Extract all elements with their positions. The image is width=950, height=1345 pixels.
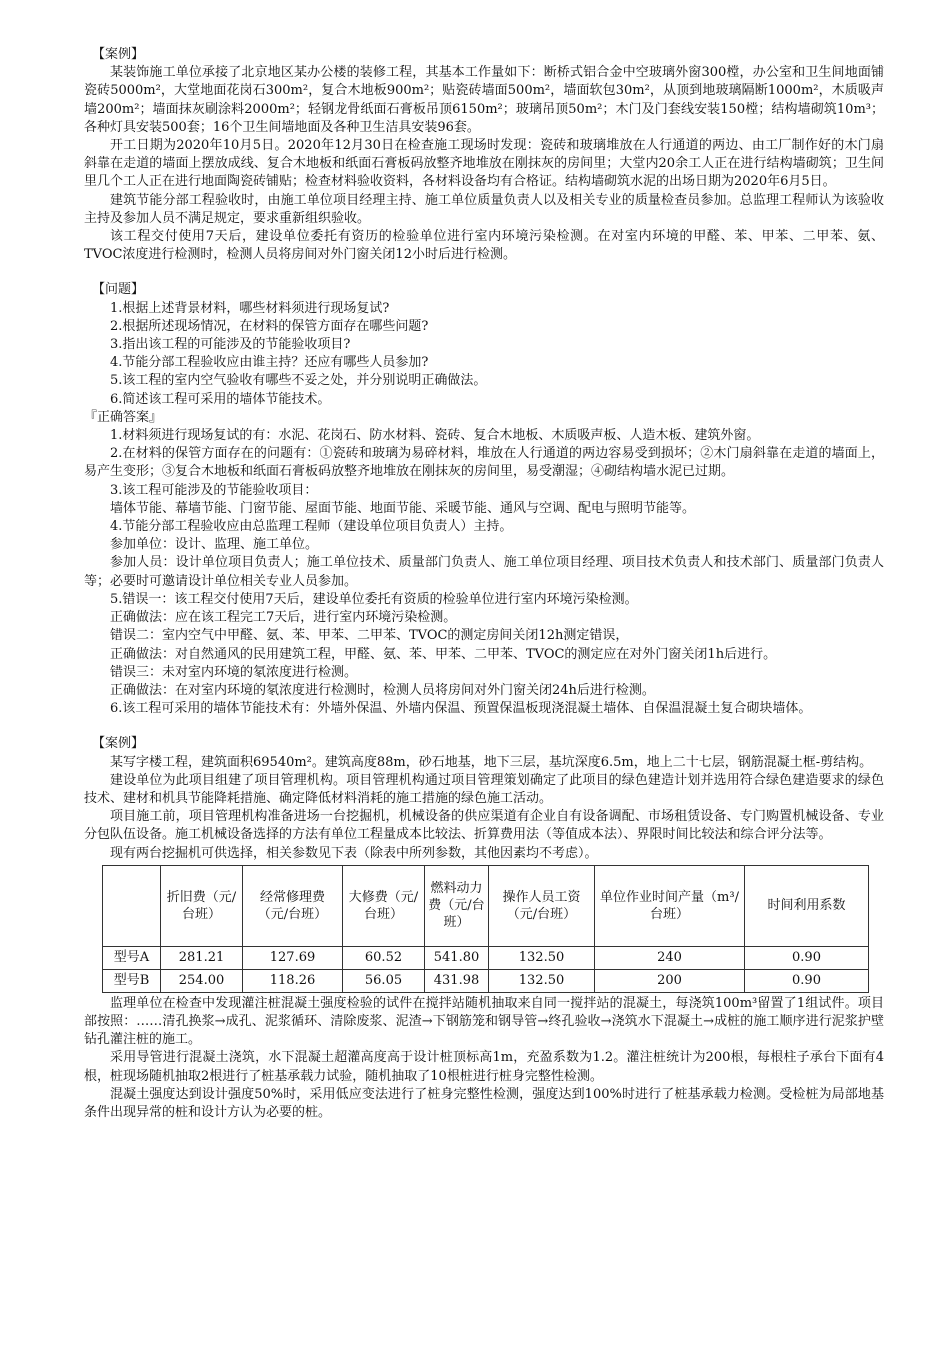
table-header-cell xyxy=(103,865,161,946)
table-cell: 281.21 xyxy=(161,946,243,969)
case-paragraph: 某装饰施工单位承接了北京地区某办公楼的装修工程，其基本工作量如下：断桥式铝合金中空玻璃外窗300樘，办公室和卫生间地面铺瓷砖5000m²，大堂地面花岗石300m²，复合木地板900m²；贴瓷砖墙面500m²，墙面软包30m²，从顶到地玻璃隔断1000m²，木质吸声墙200m²；墙面抹灰刷涂料2000m²；轻钢龙骨纸面石膏板吊顶6150m²；玻璃吊顶50m²；木门及门套线安装150樘；结构墙砌筑10m³；各种灯具安装500套；16个卫生间墙地面及各种卫生洁具安装96套。 xyxy=(84,65,884,135)
question-item: 5.该工程的室内空气验收有哪些不妥之处，并分别说明正确做法。 xyxy=(110,373,487,389)
answer-line: 5.错误一：该工程交付使用7天后，建设单位委托有资质的检验单位进行室内环境污染检测。 xyxy=(110,591,638,607)
answer-line: 1.材料须进行现场复试的有：水泥、花岗石、防水材料、瓷砖、复合木地板、木质吸声板、人造木板、建筑外窗。 xyxy=(110,428,760,444)
answer-line: 正确做法：对自然通风的民用建筑工程，甲醛、氨、苯、甲苯、二甲苯、TVOC的测定应在对外门窗关闭1h后进行。 xyxy=(110,646,777,662)
case-paragraph: 建设单位为此项目组建了项目管理机构。项目管理机构通过项目管理策划确定了此项目的绿色建造计划并选用符合绿色建造要求的绿色技术、建材和机具节能降耗措施、确定降低材料消耗的施工措施的绿色施工活动。 xyxy=(84,772,884,806)
table-cell: 60.52 xyxy=(343,946,425,969)
answer-line: 错误二：室内空气中甲醛、氨、苯、甲苯、二甲苯、TVOC的测定房间关闭12h测定错误， xyxy=(110,628,629,644)
document-page xyxy=(84,46,884,1122)
table-cell: 型号B xyxy=(103,969,161,992)
table-header-cell: 经常修理费（元/台班） xyxy=(243,865,343,946)
question-item: 1.根据上述背景材料，哪些材料须进行现场复试? xyxy=(110,300,390,316)
case-paragraph: 混凝土强度达到设计强度50%时，采用低应变法进行了桩身完整性检测，强度达到100%时进行了桩基承载力检测。受检桩为局部地基条件出现异常的桩和设计方认为必要的桩。 xyxy=(84,1086,884,1120)
table-header-cell: 折旧费（元/台班） xyxy=(161,865,243,946)
table-header-cell: 燃料动力费（元/台班） xyxy=(425,865,489,946)
question-item: 2.根据所述现场情况，在材料的保管方面存在哪些问题? xyxy=(110,318,429,334)
table-cell: 型号A xyxy=(103,946,161,969)
case-paragraph: 该工程交付使用7天后，建设单位委托有资历的检验单位进行室内环境污染检测。在对室内环境的甲醛、苯、甲苯、二甲苯、氨、TVOC浓度进行检测时，检测人员将房间对外门窗关闭12小时后进行检测。 xyxy=(84,229,884,263)
table-cell: 431.98 xyxy=(425,969,489,992)
case-paragraph: 开工日期为2020年10月5日。2020年12月30日在检查施工现场时发现：瓷砖和玻璃堆放在人行通道的两边、由工厂制作好的木门扇斜靠在走道的墙面上摆放成线、复合木地板和纸面石膏板码放整齐地堆放在刚抹灰的房间里；大堂内20余工人正在进行结构墙砌筑；卫生间里几个工人正在进行地面陶瓷砖铺贴；检查材料验收资料，各材料设备均有合格证。结构墙砌筑水泥的出场日期为2020年6月5日。 xyxy=(84,138,884,190)
table-row xyxy=(103,946,869,969)
case-paragraph: 建筑节能分部工程验收时，由施工单位项目经理主持、施工单位质量负责人以及相关专业的质量检查员参加。总监理工程师认为该验收主持及参加人员不满足规定，要求重新组织验收。 xyxy=(84,192,884,226)
table-cell: 118.26 xyxy=(243,969,343,992)
case-paragraph: 某写字楼工程，建筑面积69540m²。建筑高度88m，砂石地基，地下三层，基坑深度6.5m，地上二十七层，钢筋混凝土框-剪结构。 xyxy=(110,754,873,770)
table-header-cell: 时间利用系数 xyxy=(745,865,869,946)
answer-line: 4.节能分部工程验收应由总监理工程师（建设单位项目负责人）主持。 xyxy=(110,519,513,535)
answer-line: 错误三：未对室内环境的氡浓度进行检测。 xyxy=(110,664,358,680)
table-cell: 0.90 xyxy=(745,946,869,969)
answer-line: 墙体节能、幕墙节能、门窗节能、屋面节能、地面节能、采暖节能、通风与空调、配电与照明节能等。 xyxy=(110,500,696,516)
case-paragraph: 现有两台挖掘机可供选择，相关参数见下表（除表中所列参数，其他因素均不考虑）。 xyxy=(110,845,598,861)
table-header-cell: 操作人员工资（元/台班） xyxy=(489,865,595,946)
question-item: 3.指出该工程的可能涉及的节能验收项目? xyxy=(110,337,351,353)
table-cell: 127.69 xyxy=(243,946,343,969)
case-heading: 【案例】 xyxy=(92,47,145,62)
table-cell: 0.90 xyxy=(745,969,869,992)
excavator-parameter-table xyxy=(102,865,869,993)
table-cell: 132.50 xyxy=(489,969,595,992)
answer-line: 参加单位：设计、监理、施工单位。 xyxy=(110,537,319,553)
case-paragraph: 监理单位在检查中发现灌注桩混凝土强度检验的试件在搅拌站随机抽取来自同一搅拌站的混凝土，每浇筑100m³留置了1组试件。项目部按照：……清孔换浆→成孔、泥浆循环、清除废浆、泥渣→下钢筋笼和钢导管→终孔验收→浇筑水下混凝土→成桩的施工顺序进行泥浆护壁钻孔灌注桩的施工。 xyxy=(84,995,884,1048)
table-cell: 132.50 xyxy=(489,946,595,969)
table-header-cell: 单位作业时间产量（m³/台班） xyxy=(595,865,745,946)
table-cell: 240 xyxy=(595,946,745,969)
question-item: 6.简述该工程可采用的墙体节能技术。 xyxy=(110,391,331,407)
answer-line: 3.该工程可能涉及的节能验收项目： xyxy=(110,482,318,498)
case-paragraph: 项目施工前，项目管理机构准备进场一台挖掘机，机械设备的供应渠道有企业自有设备调配、市场租赁设备、专门购置机械设备、专业分包队伍设备。施工机械设备选择的方法有单位工程量成本比较法、折算费用法（等值成本法）、界限时间比较法和综合评分法等。 xyxy=(84,809,884,843)
case-heading: 【案例】 xyxy=(92,736,145,752)
answer-line: 6.该工程可采用的墙体节能技术有：外墙外保温、外墙内保温、预置保温板现浇混凝土墙体、自保温混凝土复合砌块墙体。 xyxy=(110,701,812,717)
answer-line: 参加人员：设计单位项目负责人；施工单位技术、质量部门负责人、施工单位项目经理、项目技术负责人和技术部门、质量部门负责人等；必要时可邀请设计单位相关专业人员参加。 xyxy=(84,555,884,589)
table-cell: 200 xyxy=(595,969,745,992)
table-row xyxy=(103,969,869,992)
table-header-cell: 大修费（元/台班） xyxy=(343,865,425,946)
answer-line: 2.在材料的保管方面存在的问题有：①瓷砖和玻璃为易碎材料，堆放在人行通道的两边容易受到损坏；②木门扇斜靠在走道的墙面上，易产生变形；③复合木地板和纸面石膏板码放整齐地堆放在刚抹灰的房间里，易受潮湿；④砌结构墙水泥已过期。 xyxy=(84,446,884,480)
answers-heading: 『正确答案』 xyxy=(84,409,163,425)
case-paragraph: 采用导管进行混凝土浇筑，水下混凝土超灌高度高于设计桩顶标高1m，充盈系数为1.2。灌注桩统计为200根，每根柱子承台下面有4根，桩现场随机抽取2根进行了桩基承载力试验，随机抽取了10根桩进行桩身完整性检测。 xyxy=(84,1050,884,1084)
answer-line: 正确做法：在对室内环境的氡浓度进行检测时，检测人员将房间对外门窗关闭24h后进行检测。 xyxy=(110,682,655,698)
table-cell: 56.05 xyxy=(343,969,425,992)
questions-heading: 【问题】 xyxy=(92,282,145,298)
answer-line: 正确做法：应在该工程完工7天后，进行室内环境污染检测。 xyxy=(110,610,457,626)
question-item: 4.节能分部工程验收应由谁主持？还应有哪些人员参加? xyxy=(110,355,429,371)
table-cell: 541.80 xyxy=(425,946,489,969)
table-cell: 254.00 xyxy=(161,969,243,992)
table-header-row xyxy=(103,865,869,946)
